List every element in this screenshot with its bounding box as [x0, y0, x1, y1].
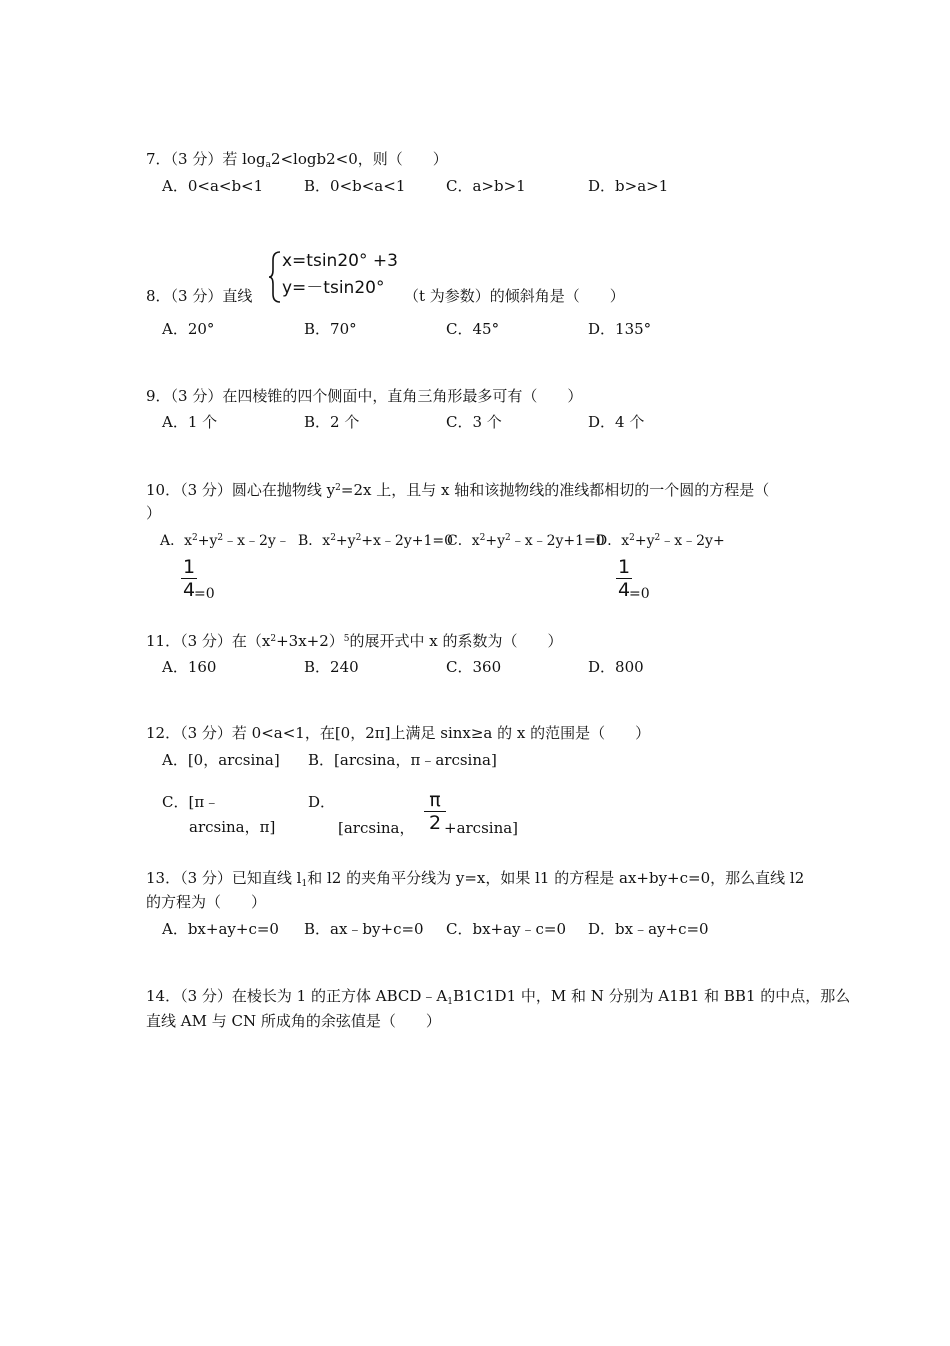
- q8-option-b[interactable]: B．70°: [304, 320, 357, 338]
- q11-option-a[interactable]: A．160: [162, 658, 217, 676]
- q12-option-d-tail: +arcsina]: [444, 819, 519, 837]
- q7-option-d[interactable]: D．b>a>1: [588, 177, 669, 195]
- q13-stem-line2: 的方程为（ ）: [146, 893, 267, 911]
- q12-option-d-label[interactable]: D．: [308, 793, 336, 811]
- q12-option-b[interactable]: B．[arcsina，π﹣arcsina]: [308, 751, 497, 769]
- q10-option-a-eq: =0: [194, 586, 215, 602]
- q10-option-a[interactable]: A．$x^2+y^2﹣x﹣2y﹣$: [160, 533, 290, 549]
- q14-stem-line1: 14．（3 分）在棱长为 1 的正方体 $ABCD﹣A_1B1C1D1$ 中，M 和 N 分别为 A1B1 和 BB1 的中点，那么: [146, 987, 851, 1007]
- q10-stem-line2: ）: [146, 504, 162, 522]
- q7-option-b[interactable]: B．0<b<a<1: [304, 177, 406, 195]
- fraction-denominator: 2: [428, 812, 442, 834]
- q8-equation-2: y=－tsin20°: [282, 278, 385, 298]
- fraction-numerator: π: [429, 789, 441, 811]
- q11-option-b[interactable]: B．240: [304, 658, 359, 676]
- q7-option-a[interactable]: A．0<a<b<1: [162, 177, 264, 195]
- q13-stem-line1: 13．（3 分）已知直线 $l_1$和 l2 的夹角平分线为 y=x，如果 l1 的方程是 ax+by+c=0，那么直线 l2: [146, 869, 805, 889]
- q9-stem: 9．（3 分）在四棱锥的四个侧面中，直角三角形最多可有（ ）: [146, 387, 583, 405]
- q12-option-c-line2[interactable]: arcsina，π]: [189, 818, 276, 836]
- fraction-denominator: 4: [182, 579, 196, 601]
- q11-option-d[interactable]: D．800: [588, 658, 644, 676]
- q8-stem: 8．（3 分）直线: [146, 287, 253, 305]
- q10-option-d[interactable]: D．$x^2+y^2﹣x﹣2y+$: [596, 533, 725, 549]
- q12-option-a[interactable]: A．[0，arcsina]: [162, 751, 280, 769]
- q9-option-d[interactable]: D．4 个: [588, 413, 645, 431]
- fraction-denominator: 4: [617, 579, 631, 601]
- q14-stem-line2: 直线 AM 与 CN 所成角的余弦值是（ ）: [146, 1012, 441, 1030]
- q12-stem: 12．（3 分）若 0<a<1，在[0，2π]上满足 sinx≥a 的 x 的范围是（ ）: [146, 724, 651, 742]
- q8-equation-1: x=tsin20° +3: [282, 251, 398, 271]
- q12-option-d-text[interactable]: [arcsina，: [338, 819, 415, 837]
- q7-option-c[interactable]: C．a>b>1: [446, 177, 526, 195]
- q11-stem: 11．（3 分）在$(x^2+3x+2)^5$的展开式中 x 的系数为（ ）: [146, 632, 563, 650]
- q12-option-d-fraction: [424, 790, 446, 833]
- q8-option-c[interactable]: C．45°: [446, 320, 500, 338]
- fraction-numerator: 1: [182, 556, 196, 578]
- q10-stem-line1: 10．（3 分）圆心在抛物线 $y^2=2x$ 上，且与 x 轴和该抛物线的准线都相切的一个圆的方程是（: [146, 481, 770, 499]
- q13-option-b[interactable]: B．ax﹣by+c=0: [304, 920, 424, 938]
- q8-brace: [268, 250, 282, 304]
- q9-option-b[interactable]: B．2 个: [304, 413, 360, 431]
- q12-option-c-line1[interactable]: C．[π﹣: [162, 793, 220, 811]
- q8-option-a[interactable]: A．20°: [162, 320, 215, 338]
- q13-option-a[interactable]: A．bx+ay+c=0: [162, 920, 279, 938]
- q10-option-c[interactable]: C．$x^2+y^2﹣x﹣2y+1=0$: [447, 533, 605, 549]
- q13-option-c[interactable]: C．bx+ay﹣c=0: [446, 920, 567, 938]
- q8-option-d[interactable]: D．135°: [588, 320, 652, 338]
- q13-option-d[interactable]: D．bx﹣ay+c=0: [588, 920, 709, 938]
- q9-option-c[interactable]: C．3 个: [446, 413, 502, 431]
- q9-option-a[interactable]: A．1 个: [162, 413, 218, 431]
- fraction-numerator: 1: [617, 556, 631, 578]
- q11-option-c[interactable]: C．360: [446, 658, 502, 676]
- brace-path: [269, 252, 280, 302]
- q7-stem: 7．（3 分）若 $\log_a2<\log b2<0$，则（ ）: [146, 150, 448, 170]
- q8-tail: （t 为参数）的倾斜角是（ ）: [404, 287, 625, 305]
- q10-option-d-eq: =0: [629, 586, 650, 602]
- q10-option-b[interactable]: B．$x^2+y^2+x﹣2y+1=0$: [298, 533, 454, 549]
